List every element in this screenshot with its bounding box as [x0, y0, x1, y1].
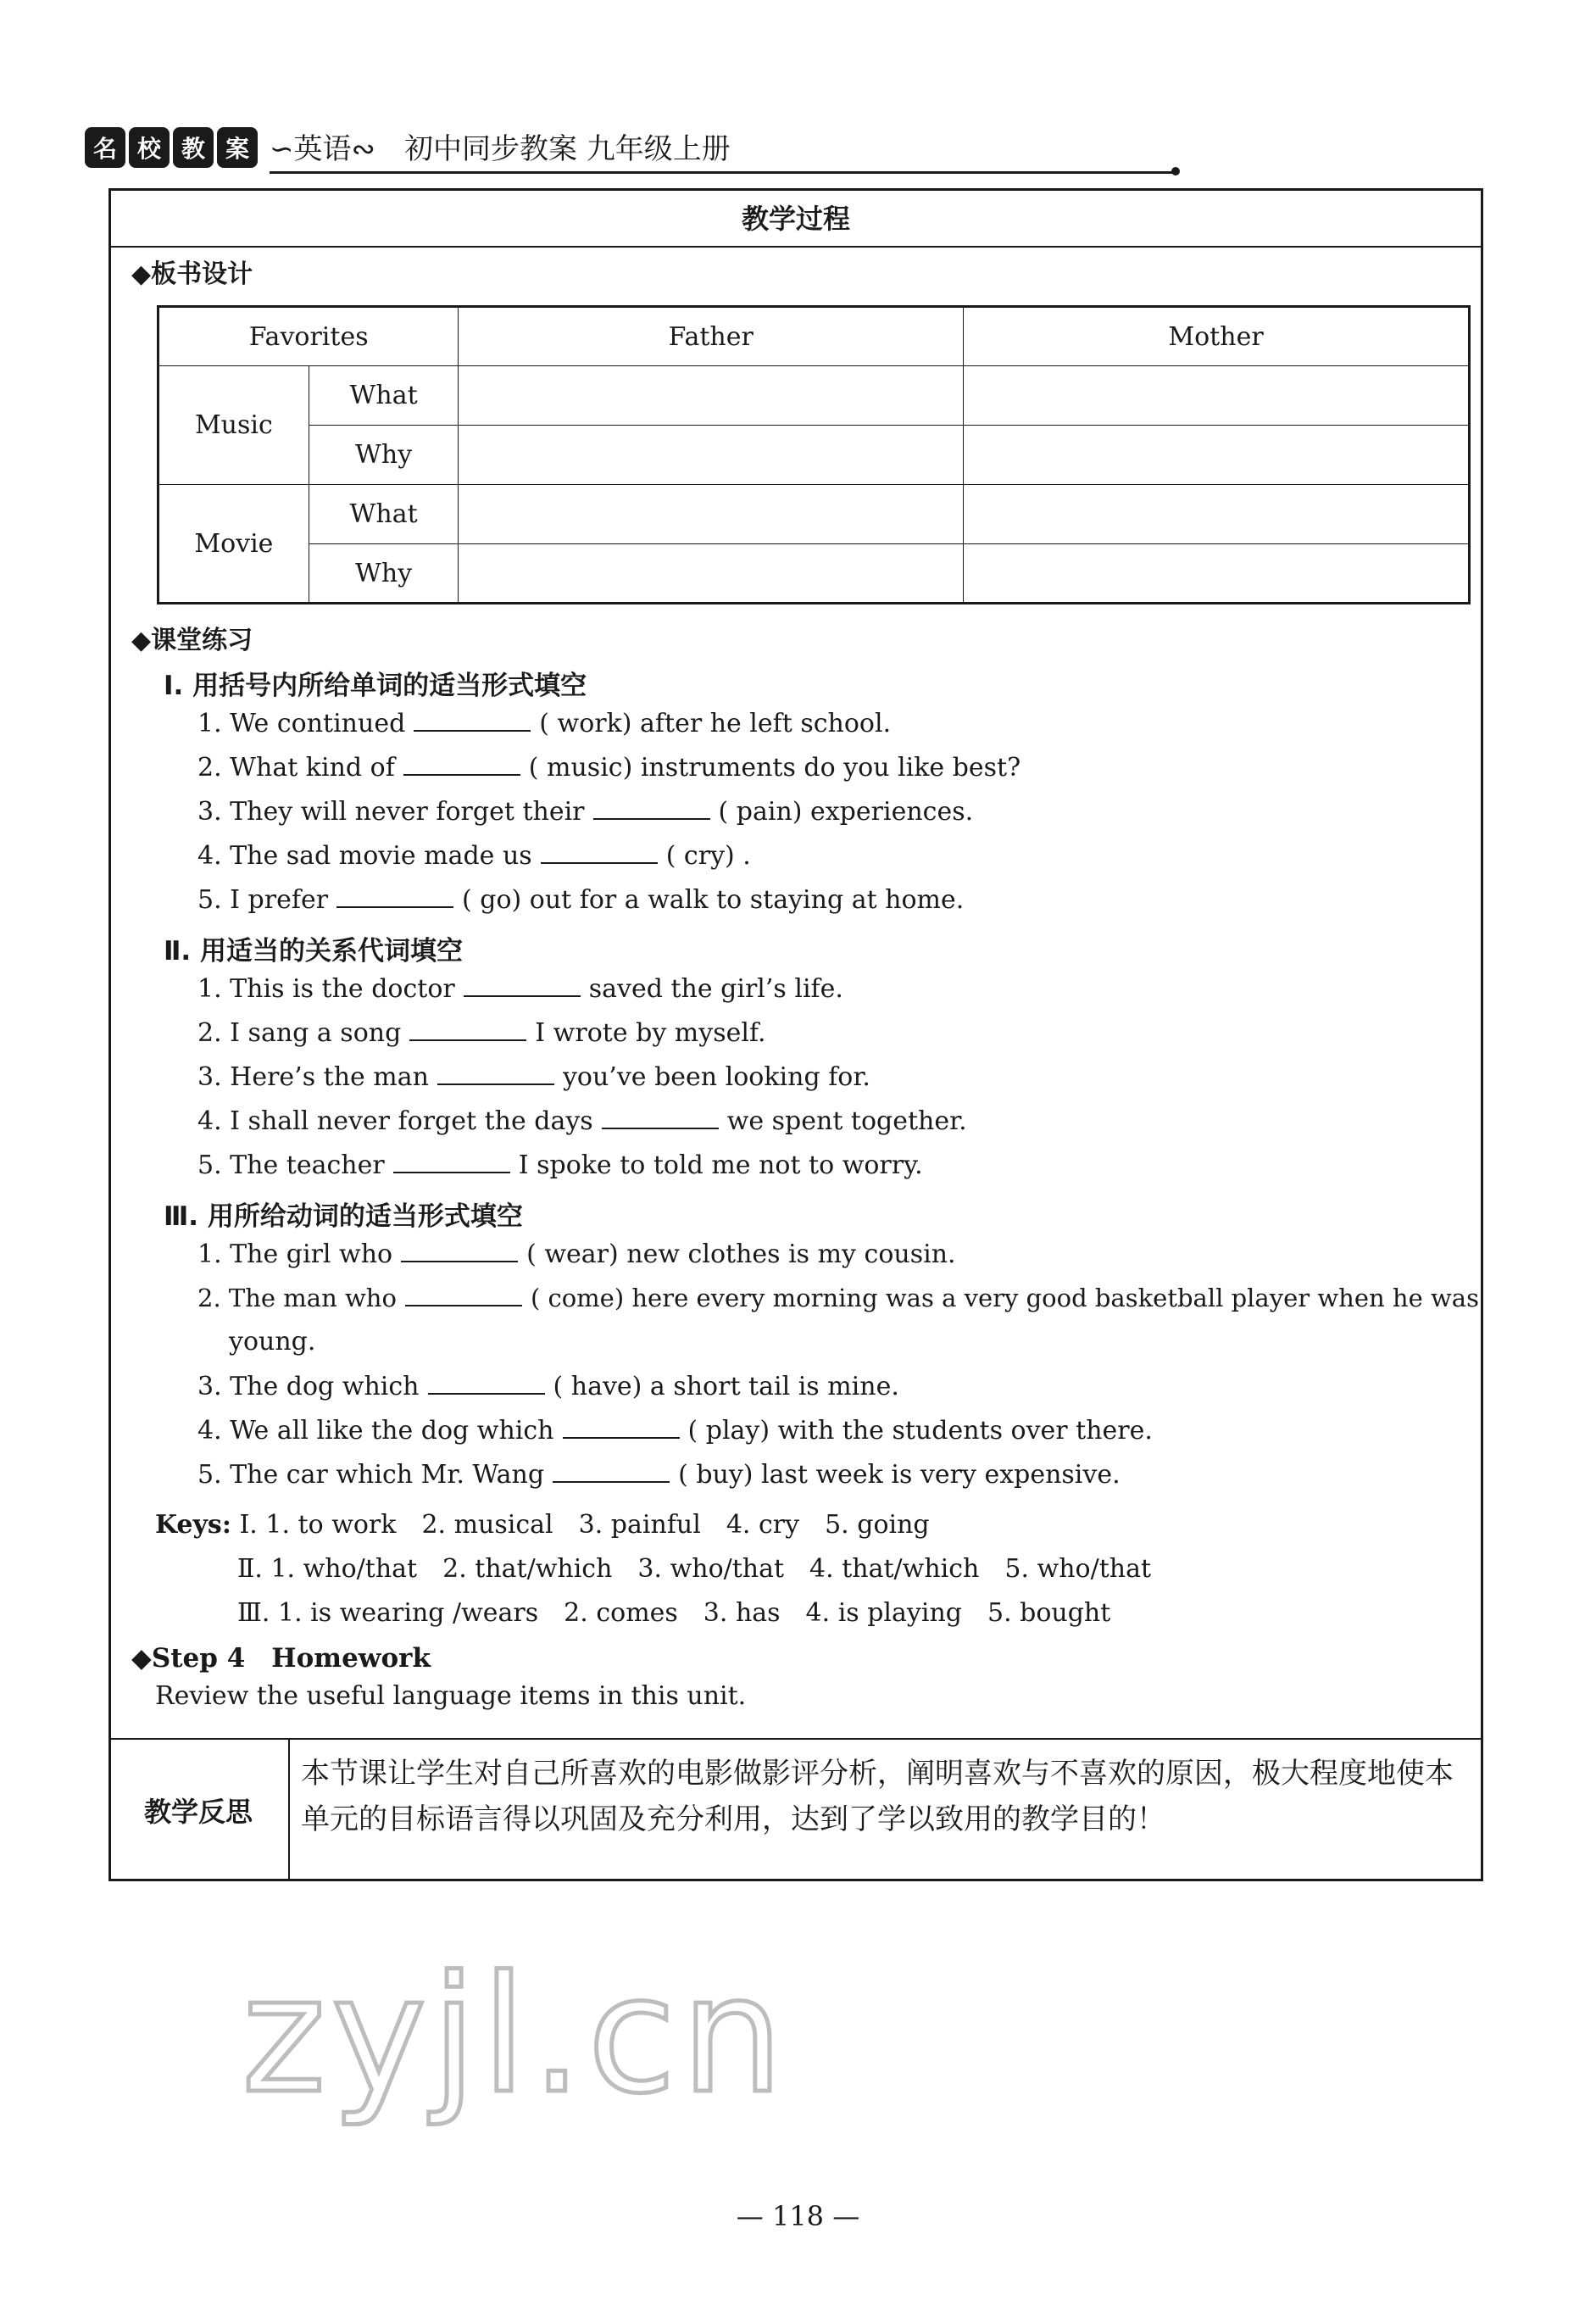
cell-father-music-what	[459, 366, 964, 426]
answer-keys: Keys: Ⅰ. 1. to work 2. musical 3. painful 4. cry 5. going	[155, 1510, 930, 1540]
exercise-item: 2. What kind of ( music) instruments do you like best?	[197, 753, 1021, 783]
row-label-why: Why	[309, 426, 459, 485]
cell-mother-movie-why	[964, 544, 1470, 604]
exercise-item: 5. The teacher I spoke to told me not to worry.	[197, 1150, 923, 1180]
answer-keys-line: Ⅱ. 1. who/that 2. that/which 3. who/that 4. that/which 5. who/that	[237, 1554, 1152, 1584]
logo-char: 案	[217, 127, 258, 168]
header-rule	[270, 171, 1176, 174]
exercise-item: 1. This is the doctor saved the girl’s life.	[197, 974, 843, 1004]
exercise-item: 4. We all like the dog which ( play) with the students over there.	[197, 1416, 1153, 1446]
practice-heading: ◆课堂练习	[131, 626, 253, 655]
reflection-label: 教学反思	[143, 1795, 253, 1828]
exercise-item: 2. The man who ( come) here every morning was a very good basketball player when he was	[197, 1284, 1479, 1312]
exercise-item: 1. The girl who ( wear) new clothes is my cousin.	[197, 1239, 956, 1269]
reflection-text: 本节课让学生对自己所喜欢的电影做影评分析，阐明喜欢与不喜欢的原因，极大程度地使本单元的目标语言得以巩固及充分利用，达到了学以致用的教学目的！	[301, 1757, 1454, 1836]
cell-father-movie-what	[459, 485, 964, 544]
col-header-mother: Mother	[964, 307, 1470, 366]
page-header	[85, 119, 1102, 178]
process-title: 教学过程	[108, 188, 1483, 248]
section-title: Ⅲ. 用所给动词的适当形式填空	[164, 1201, 523, 1232]
reflection-column-divider	[288, 1738, 290, 1881]
logo-char: 教	[173, 127, 214, 168]
exercise-item: 1. We continued ( work) after he left school.	[197, 709, 892, 738]
col-header-father: Father	[459, 307, 964, 366]
cell-father-movie-why	[459, 544, 964, 604]
cell-mother-music-why	[964, 426, 1470, 485]
series-title: ∽英语∾ 初中同步教案 九年级上册	[270, 132, 731, 166]
board-table	[157, 305, 1471, 604]
logo-char: 名	[85, 127, 125, 168]
board-heading: ◆板书设计	[131, 259, 253, 289]
logo	[85, 127, 261, 170]
section-title: Ⅰ. 用括号内所给单词的适当形式填空	[164, 671, 587, 701]
reflection-divider	[108, 1738, 1483, 1740]
row-label-what: What	[309, 366, 459, 426]
row-label-what: What	[309, 485, 459, 544]
cell-mother-music-what	[964, 366, 1470, 426]
col-header-favorites: Favorites	[158, 307, 459, 366]
cell-father-music-why	[459, 426, 964, 485]
exercise-item: 4. I shall never forget the days we spent together.	[197, 1106, 967, 1136]
exercise-item: 5. I prefer ( go) out for a walk to staying at home.	[197, 885, 965, 915]
section-title: Ⅱ. 用适当的关系代词填空	[164, 936, 463, 967]
homework-heading: ◆Step 4 Homework	[131, 1643, 431, 1674]
exercise-item: 3. The dog which ( have) a short tail is mine.	[197, 1372, 899, 1401]
exercise-item: 2. I sang a song I wrote by myself.	[197, 1018, 766, 1048]
group-movie: Movie	[158, 485, 309, 604]
answer-keys-line: Ⅲ. 1. is wearing /wears 2. comes 3. has 4. is playing 5. bought	[237, 1598, 1111, 1628]
row-label-why: Why	[309, 544, 459, 604]
exercise-item-continuation: young.	[229, 1327, 316, 1356]
group-music: Music	[158, 366, 309, 485]
exercise-item: 5. The car which Mr. Wang ( buy) last week is very expensive.	[197, 1460, 1121, 1490]
exercise-item: 4. The sad movie made us ( cry) .	[197, 841, 751, 871]
homework-text: Review the useful language items in this unit.	[155, 1681, 747, 1711]
watermark: zyjl.cn	[242, 1941, 789, 2129]
exercise-item: 3. Here’s the man you’ve been looking for.	[197, 1062, 870, 1092]
exercise-item: 3. They will never forget their ( pain) experiences.	[197, 797, 974, 827]
cell-mother-movie-what	[964, 485, 1470, 544]
page-number: — 118 —	[736, 2200, 860, 2232]
logo-char: 校	[129, 127, 170, 168]
header-rule-dot	[1171, 167, 1180, 175]
